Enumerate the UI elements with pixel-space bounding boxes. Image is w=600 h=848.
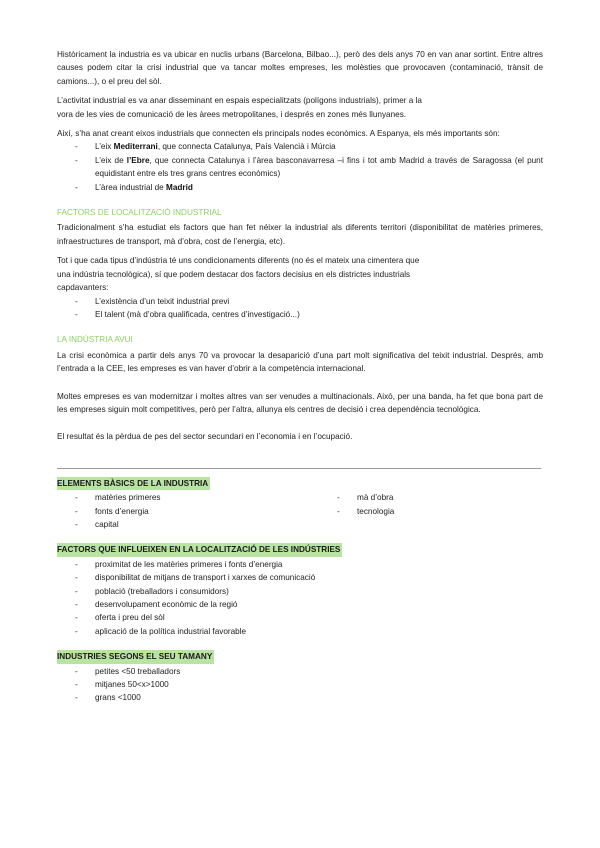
dash-marker: - <box>75 600 78 609</box>
list-item-text: proximitat de les matèries primeres i fonts d’energia <box>95 559 283 569</box>
elements-column-1 <box>57 491 319 531</box>
axis-item-madrid <box>57 181 543 194</box>
list-item-text: població (treballadors i consumidors) <box>95 586 229 596</box>
axis-item-text: , que connecta Catalunya, País Valencià i Múrcia <box>157 142 336 152</box>
list-item <box>57 611 543 624</box>
intro-paragraph-2-line-1: L’activitat industrial es va anar disseminant en espais especialitzats (polígons industrials), primer a la <box>57 96 422 106</box>
intro-paragraph-1: Històricament la industria es va ubicar en nuclis urbans (Barcelona, Bilbao...), però des dels anys 70 en van anar sortint. Entre altres causes podem citar la crisi industrial que va tancar moltes empreses, les molèsties que provocaven (contaminació, trànsit de camions...), o el preu del sòl. <box>57 50 543 86</box>
section-divider <box>57 468 541 469</box>
dash-marker: - <box>75 573 78 583</box>
list-item <box>57 598 543 611</box>
dash-marker: - <box>75 142 78 152</box>
list-item-text: El talent (mà d’obra qualificada, centres d’investigació...) <box>95 309 300 319</box>
dash-marker: - <box>75 296 78 306</box>
axes-list <box>57 140 543 194</box>
section-heading-localitzacio: FACTORS DE LOCALITZACIÓ INDUSTRIAL <box>57 208 222 218</box>
list-item <box>57 585 543 598</box>
intro-paragraph-3: Així, s’ha anat creant eixos industrials que connecten els principals nodes econòmics. A Espanya, els més importants són: <box>57 129 500 139</box>
dash-marker: - <box>75 680 78 690</box>
list-item <box>57 678 543 691</box>
list-item-text: mitjanes 50<x>1000 <box>95 680 169 690</box>
tamany-list <box>57 665 543 705</box>
localitzacio-paragraph-2-line-2: una indústria tecnològica), sí que podem destacar dos factors decisius en els districtes industrials <box>57 269 411 279</box>
localitzacio-paragraph-2 <box>57 254 543 294</box>
list-item <box>57 518 319 531</box>
list-item <box>57 308 543 321</box>
avui-paragraph-2: Moltes empreses es van modernitzar i moltes altres van ser venudes a multinacionals. Això, per una banda, ha fet que bona part de les empreses siguin molt competitives, però per l’altra, allunya els centres de decisió i crea dependència tecnològica. <box>57 391 543 414</box>
dash-marker: - <box>75 155 78 165</box>
localitzacio-paragraph-1: Tradicionalment s’ha estudiat els factors que han fet néixer la industrial als diferents territori (disponibilitat de matèries primeres, infraestructures de transport, mà d’obra, cost de l’energia, etc). <box>57 223 543 246</box>
dash-marker: - <box>75 666 78 676</box>
heading-tamany: INDUSTRIES SEGONS EL SEU TAMANY <box>57 650 214 663</box>
elements-list <box>57 491 543 537</box>
list-item <box>57 558 543 571</box>
list-item-text: grans <1000 <box>95 693 141 703</box>
list-item <box>319 505 519 518</box>
dash-marker: - <box>75 506 78 516</box>
axis-item-bold: l’Ebre <box>126 155 150 165</box>
dash-marker: - <box>337 493 340 503</box>
list-item <box>57 505 319 518</box>
list-item-text: fonts d’energia <box>95 506 149 516</box>
localitzacio-paragraph-2-line-3: capdavanters: <box>57 283 109 293</box>
list-item-text: capital <box>95 519 119 529</box>
axis-item-text: , que connecta Catalunya i l’àrea basconavarresa –i fins i tot amb Madrid a través de Saragossa (el punt equidistant entre els tres grans centres econòmics) <box>95 155 544 179</box>
list-item <box>57 625 543 638</box>
dash-marker: - <box>75 626 78 636</box>
localitzacio-paragraph-2-line-1: Tot i que cada tipus d’indústria té uns condicionaments diferents (no és el mateix una cimentera que <box>57 256 420 266</box>
dash-marker: - <box>75 182 78 192</box>
document-page <box>57 48 543 711</box>
heading-factors: FACTORS QUE INFLUEIXEN EN LA LOCALITZACIÓ DE LES INDÚSTRIES <box>57 543 342 556</box>
intro-paragraph-2-line-2: vora de les vies de comunicació de les àrees metropolitanes, i després en zones més llunyanes. <box>57 109 407 119</box>
dash-marker: - <box>75 493 78 503</box>
dash-marker: - <box>75 559 78 569</box>
factors-list <box>57 558 543 638</box>
list-item-text: desenvolupament econòmic de la regió <box>95 600 238 609</box>
avui-paragraph-1: La crisi econòmica a partir dels anys 70 va provocar la desaparició d’una part molt significativa del teixit industrial. Després, amb l’entrada a la CEE, les empreses es van haver d’obrir a la competència internacional. <box>57 350 543 374</box>
avui-paragraph-3: El resultat és la pèrdua de pes del sector secundari en l’economia i en l’ocupació. <box>57 432 353 442</box>
axis-item-text: L’eix <box>95 142 114 152</box>
list-item <box>57 571 543 584</box>
dash-marker: - <box>337 506 340 516</box>
dash-marker: - <box>75 613 78 623</box>
axis-item-text: L’àrea industrial de <box>95 182 167 192</box>
list-item <box>57 691 543 704</box>
list-item-text: L’existència d’un teixit industrial previ <box>95 296 230 306</box>
dash-marker: - <box>75 309 78 319</box>
list-item-text: petites <50 treballadors <box>95 666 181 676</box>
list-item <box>57 491 319 504</box>
list-item-text: mà d’obra <box>357 493 394 503</box>
list-item-text: disponibilitat de mitjans de transport i xarxes de comunicació <box>95 573 316 583</box>
elements-column-2 <box>319 491 519 531</box>
axis-item-mediterrani <box>57 140 543 153</box>
localitzacio-list <box>57 295 543 322</box>
list-item-text: aplicació de la política industrial favorable <box>95 626 247 636</box>
axis-item-ebre <box>57 154 543 181</box>
heading-elements: ELEMENTS BÀSICS DE LA INDUSTRIA <box>57 477 210 490</box>
axis-item-text: L’eix de <box>95 155 127 165</box>
intro-paragraph-2 <box>57 94 543 121</box>
axis-item-bold: Mediterrani <box>113 142 158 152</box>
list-item <box>57 295 543 308</box>
axis-item-bold: Madrid <box>166 182 193 192</box>
section-heading-avui: LA INDÚSTRIA AVUI <box>57 335 133 345</box>
dash-marker: - <box>75 693 78 703</box>
list-item <box>57 665 543 678</box>
list-item-text: matèries primeres <box>95 493 161 503</box>
list-item <box>319 491 519 504</box>
dash-marker: - <box>75 519 78 529</box>
list-item-text: tecnologia <box>357 506 395 516</box>
dash-marker: - <box>75 586 78 596</box>
list-item-text: oferta i preu del sòl <box>95 613 165 623</box>
